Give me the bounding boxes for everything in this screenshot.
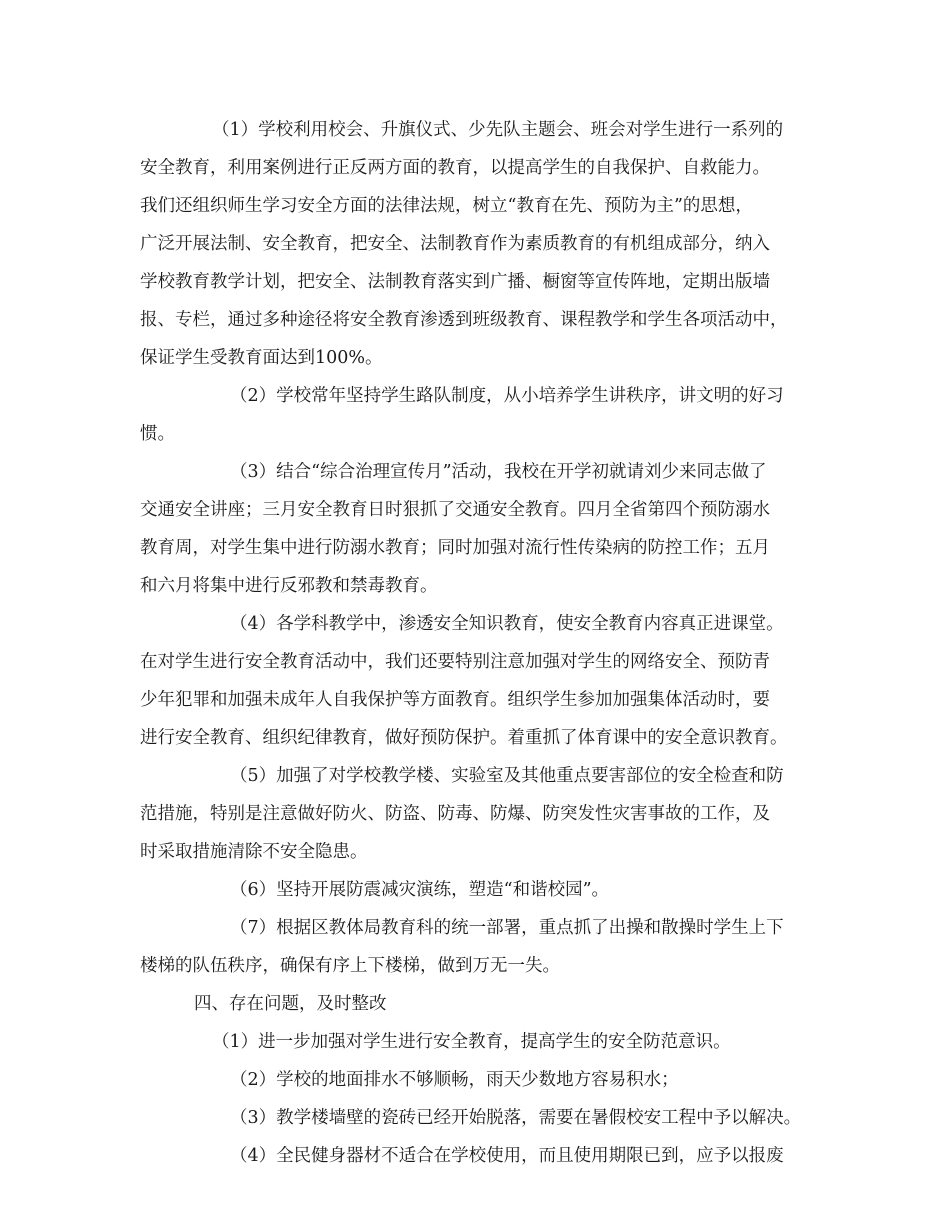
paragraph-1-line-1: （1）学校利用校会、升旗仪式、少先队主题会、班会对学生进行一系列的 xyxy=(212,120,784,140)
paragraph-3-line-2: 交通安全讲座；三月安全教育日时狠抓了交通安全教育。四月全省第四个预防溺水 xyxy=(140,500,770,520)
paragraph-4-line-2: 在对学生进行安全教育活动中，我们还要特别注意加强对学生的网络安全、预防青 xyxy=(140,652,770,672)
paragraph-1-line-4: 广泛开展法制、安全教育，把安全、法制教育作为素质教育的有机组成部分，纳入 xyxy=(140,234,770,254)
paragraph-3-line-3: 教育周，对学生集中进行防溺水教育；同时加强对流行性传染病的防控工作；五月 xyxy=(140,538,770,558)
paragraph-1-line-5: 学校教育教学计划，把安全、法制教育落实到广播、橱窗等宣传阵地，定期出版墙 xyxy=(140,272,770,292)
paragraph-4-line-4: 进行安全教育、组织纪律教育，做好预防保护。着重抓了体育课中的安全意识教育。 xyxy=(140,728,788,748)
paragraph-5-line-3: 时采取措施清除不安全隐患。 xyxy=(140,842,368,862)
paragraph-4-line-3: 少年犯罪和加强未成年人自我保护等方面教育。组织学生参加加强集体活动时，要 xyxy=(140,690,770,710)
paragraph-1-line-3: 我们还组织师生学习安全方面的法律法规，树立“教育在先、预防为主”的思想， xyxy=(140,196,753,216)
paragraph-3-line-1: （3）结合“综合治理宣传月”活动，我校在开学初就请刘少来同志做了 xyxy=(230,462,767,482)
paragraph-1-line-7: 保证学生受教育面达到100%。 xyxy=(140,348,383,368)
paragraph-7-line-1: （7）根据区教体局教育科的统一部署，重点抓了出操和散操时学生上下 xyxy=(230,918,784,938)
paragraph-5-line-2: 范措施，特别是注意做好防火、防盗、防毒、防爆、防突发性灾害事故的工作，及 xyxy=(140,804,770,824)
section-heading: 四、存在问题，及时整改 xyxy=(194,994,387,1014)
paragraph-3-line-4: 和六月将集中进行反邪教和禁毒教育。 xyxy=(140,576,438,596)
paragraph-2-line-1: （2）学校常年坚持学生路队制度，从小培养学生讲秩序，讲文明的好习 xyxy=(230,386,784,406)
paragraph-5-line-1: （5）加强了对学校教学楼、实验室及其他重点要害部位的安全检查和防 xyxy=(230,766,784,786)
paragraph-6-line-1: （6）坚持开展防震减灾演练，塑造“和谐校园”。 xyxy=(230,880,610,900)
paragraph-1-line-2: 安全教育，利用案例进行正反两方面的教育，以提高学生的自我保护、自救能力。 xyxy=(140,158,770,178)
paragraph-2-line-2: 惯。 xyxy=(140,424,175,444)
issue-item-2: （2）学校的地面排水不够顺畅，雨天少数地方容易积水； xyxy=(230,1070,679,1090)
paragraph-1-line-6: 报、专栏，通过多种途径将安全教育渗透到班级教育、课程教学和学生各项活动中， xyxy=(140,310,788,330)
paragraph-7-line-2: 楼梯的队伍秩序，确保有序上下楼梯，做到万无一失。 xyxy=(140,956,560,976)
issue-item-4: （4）全民健身器材不适合在学校使用，而且使用期限已到，应予以报废 xyxy=(230,1146,784,1166)
issue-item-1: （1）进一步加强对学生进行安全教育，提高学生的安全防范意识。 xyxy=(212,1032,731,1052)
issue-item-3: （3）教学楼墙壁的瓷砖已经开始脱落，需要在暑假校安工程中予以解决。 xyxy=(230,1108,802,1128)
paragraph-4-line-1: （4）各学科教学中，渗透安全知识教育，使安全教育内容真正进课堂。 xyxy=(230,614,784,634)
